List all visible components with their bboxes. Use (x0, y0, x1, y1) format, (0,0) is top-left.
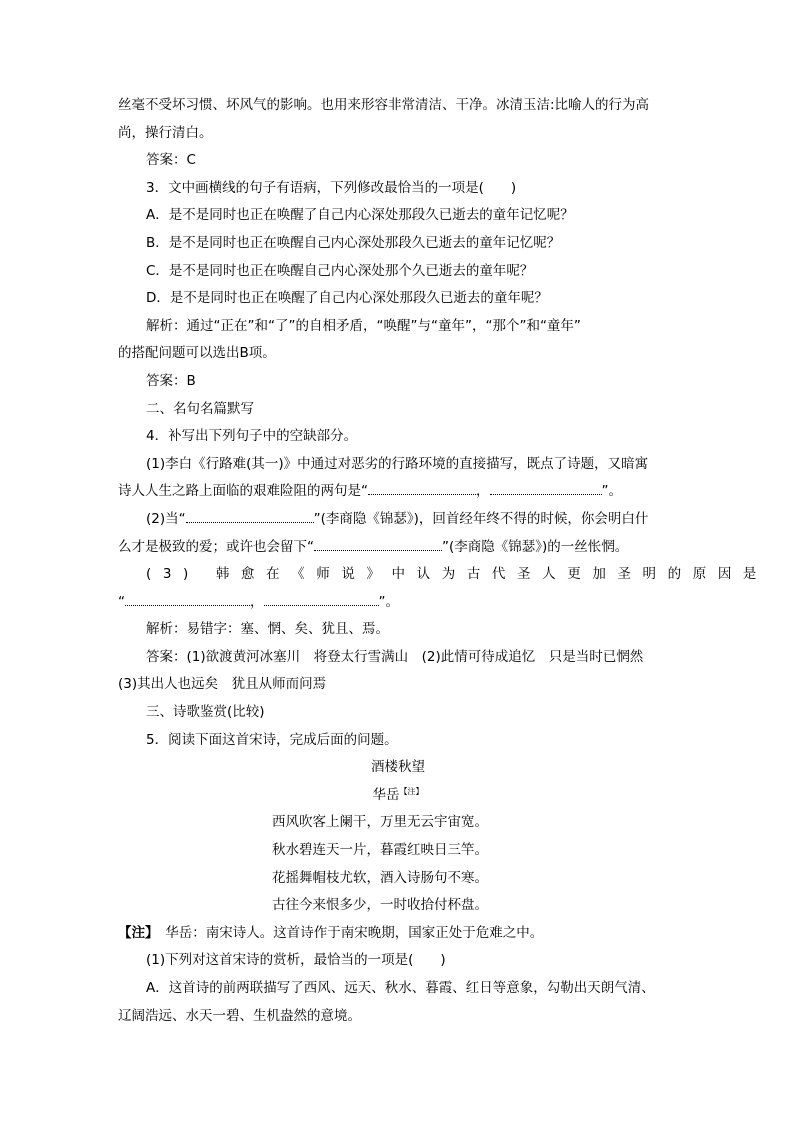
option-b: B．是不是同时也正在唤醒自己内心深处那段久已逝去的童年记忆呢？ (146, 234, 561, 251)
poem-line: 秋水碧连天一片，暮霞红映日三竿。 (272, 842, 488, 859)
answer-value: (1)欲渡黄河冰塞川 将登太行雪满山 (2)此情可待成追忆 只是当时已惘然 (186, 648, 644, 665)
answer-line (118, 368, 678, 396)
text-segment: (2)当“ (146, 510, 186, 527)
answer-line (118, 644, 678, 672)
answer-label: 答案： (146, 152, 187, 169)
answer-value: C (186, 152, 196, 169)
option-a: A．是不是同时也正在唤醒了自己内心深处那段久已逝去的童年记忆呢？ (146, 207, 574, 224)
question-4-2-cont (118, 534, 678, 562)
option-a: A．这首诗的前两联描写了西风、远天、秋水、暮霞、红日等意象，勾勒出天朗气清、 (146, 980, 655, 996)
question-4-1-cont (118, 478, 678, 506)
poem-line: 古往今来恨多少，一时收拾付杯盘。 (272, 897, 488, 914)
option-c: C．是不是同时也正在唤醒自己内心深处那个久已逝去的童年呢？ (146, 262, 534, 279)
text-segment: ”。 (378, 593, 399, 610)
fill-blank (368, 480, 476, 495)
text-segment: 么才是极致的爱；或许也会留下“ (118, 538, 314, 555)
note-marker: 【注】 (399, 786, 424, 796)
text-segment: ， (250, 593, 264, 610)
answer-value: B (186, 372, 196, 389)
note-text: 华岳：南宋诗人。这首诗作于南宋晚期，国家正处于危难之中。 (151, 924, 544, 941)
fill-blank (125, 591, 250, 606)
fill-blank (186, 508, 314, 523)
question-4-2 (118, 506, 678, 534)
text-segment: ， (476, 483, 490, 500)
question-4-1: (1)李白《行路难(其一)》中通过对恶劣的行路环境的直接描写，既点了诗题，又暗寓 (146, 455, 649, 472)
question-4-3: (3) 韩愈在《师说》中认为古代圣人更加圣明的原因是 (146, 566, 769, 583)
section-heading: 二、名句名篇默写 (146, 400, 254, 417)
poem-author-name: 华岳 (372, 786, 400, 803)
section-heading: 三、诗歌鉴赏(比较) (146, 704, 265, 721)
analysis-line: 解析：通过“正在”和“了”的自相矛盾，“唤醒”与“童年”，“那个”和“童年” (146, 317, 581, 334)
option-d: D．是不是同时也正在唤醒了自己内心深处那段久已逝去的童年呢？ (146, 290, 548, 307)
poem-title: 酒楼秋望 (371, 759, 425, 776)
fill-blank (314, 536, 442, 551)
question-5: 5．阅读下面这首宋诗，完成后面的问题。 (146, 731, 398, 748)
fill-blank (264, 591, 379, 606)
option-a-cont: 辽阔浩远、水天一碧、生机盎然的意境。 (118, 1007, 361, 1024)
answer-line (118, 147, 678, 175)
text-segment: ”(李商隐《锦瑟》)，回首经年终不得的时候，你会明白什 (313, 510, 649, 527)
question-3: 3．文中画横线的句子有语病，下列修改最恰当的一项是( ) (146, 179, 517, 196)
poem-line: 西风吹客上阑干，万里无云宇宙宽。 (272, 814, 488, 831)
text-line: 尚，操行清白。 (118, 124, 213, 141)
answer-line-cont: (3)其出人也远矣 犹且从师而问焉 (118, 676, 327, 693)
text-line: 丝毫不受坏习惯、坏风气的影响。也用来形容非常清洁、干净。冰清玉洁:比喻人的行为高 (118, 97, 650, 113)
text-segment: 诗人人生之路上面临的艰难险阻的两句是“ (118, 483, 368, 500)
note-label: 【注】 (118, 924, 152, 941)
text-segment: ”。 (601, 483, 622, 500)
note-line (118, 920, 678, 948)
document-page (118, 92, 769, 1030)
poem-line: 花摇舞帽枝尤软，酒入诗肠句不寒。 (272, 869, 488, 886)
text-segment: “ (118, 593, 125, 610)
question-5-1: (1)下列对这首宋诗的赏析，最恰当的一项是( ) (146, 952, 446, 969)
text-segment: ”(李商隐《锦瑟》)的一丝怅惘。 (442, 538, 629, 555)
analysis-line: 解析：易错字：塞、惘、矣、犹且、焉。 (146, 621, 389, 638)
poem-author (118, 782, 678, 810)
answer-label: 答案： (146, 372, 187, 389)
answer-label: 答案： (146, 648, 187, 665)
analysis-line: 的搭配问题可以选出B项。 (118, 345, 276, 362)
question-4-3-cont (118, 589, 678, 617)
fill-blank (490, 480, 602, 495)
question-4: 4．补写出下列句子中的空缺部分。 (146, 428, 358, 445)
